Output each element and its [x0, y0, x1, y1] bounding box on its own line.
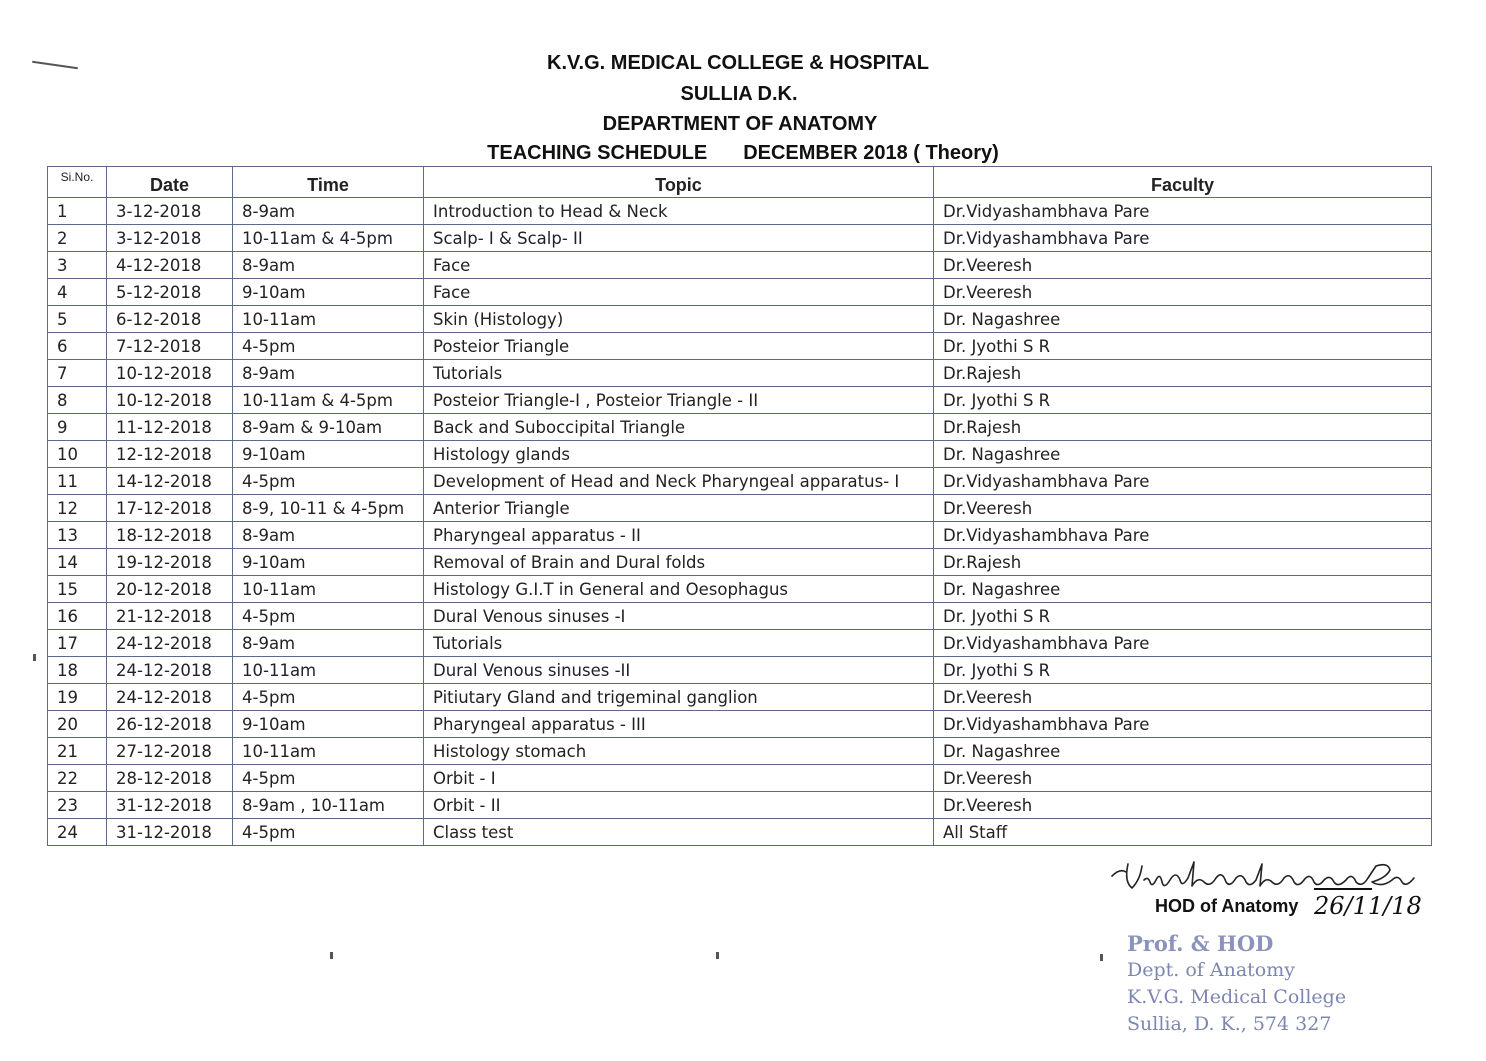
cell-faculty: Dr. Jyothi S R [934, 333, 1432, 360]
cell-date: 14-12-2018 [107, 468, 233, 495]
scan-speck [1100, 954, 1103, 961]
cell-sl: 6 [48, 333, 107, 360]
table-row [48, 198, 1432, 225]
table-row [48, 549, 1432, 576]
cell-date: 6-12-2018 [107, 306, 233, 333]
cell-time: 4-5pm [233, 765, 424, 792]
scan-speck [330, 952, 333, 959]
cell-sl: 4 [48, 279, 107, 306]
schedule-table [47, 166, 1432, 846]
cell-time: 8-9am [233, 522, 424, 549]
cell-topic: Pharyngeal apparatus - III [424, 711, 934, 738]
cell-date: 10-12-2018 [107, 387, 233, 414]
cell-topic: Face [424, 279, 934, 306]
cell-date: 5-12-2018 [107, 279, 233, 306]
table-row [48, 468, 1432, 495]
table-row [48, 333, 1432, 360]
cell-sl: 19 [48, 684, 107, 711]
cell-date: 19-12-2018 [107, 549, 233, 576]
cell-time: 4-5pm [233, 684, 424, 711]
table-row [48, 738, 1432, 765]
cell-topic: Introduction to Head & Neck [424, 198, 934, 225]
cell-time: 10-11am [233, 738, 424, 765]
cell-date: 27-12-2018 [107, 738, 233, 765]
schedule-title [0, 142, 1486, 165]
cell-date: 10-12-2018 [107, 360, 233, 387]
cell-faculty: Dr.Rajesh [934, 414, 1432, 441]
cell-date: 24-12-2018 [107, 657, 233, 684]
cell-faculty: Dr.Veeresh [934, 792, 1432, 819]
cell-sl: 5 [48, 306, 107, 333]
table-header-row [48, 167, 1432, 198]
cell-date: 21-12-2018 [107, 603, 233, 630]
cell-date: 7-12-2018 [107, 333, 233, 360]
table-row [48, 576, 1432, 603]
column-header-time: Time [233, 167, 424, 198]
cell-topic: Back and Suboccipital Triangle [424, 414, 934, 441]
cell-time: 10-11am [233, 306, 424, 333]
cell-sl: 23 [48, 792, 107, 819]
cell-faculty: Dr.Vidyashambhava Pare [934, 198, 1432, 225]
cell-sl: 3 [48, 252, 107, 279]
hod-label: HOD of Anatomy [1155, 896, 1299, 916]
cell-sl: 24 [48, 819, 107, 846]
stamp-line-1: Dept. of Anatomy [1127, 959, 1295, 981]
cell-date: 20-12-2018 [107, 576, 233, 603]
cell-time: 8-9am & 9-10am [233, 414, 424, 441]
stamp-title: Prof. & HOD [1127, 931, 1274, 956]
cell-topic: Scalp- I & Scalp- II [424, 225, 934, 252]
scan-speck [716, 952, 719, 959]
cell-sl: 13 [48, 522, 107, 549]
cell-faculty: Dr.Veeresh [934, 495, 1432, 522]
cell-topic: Development of Head and Neck Pharyngeal apparatus- I [424, 468, 934, 495]
table-row [48, 711, 1432, 738]
table-row [48, 765, 1432, 792]
cell-topic: Class test [424, 819, 934, 846]
cell-faculty: Dr.Rajesh [934, 549, 1432, 576]
cell-topic: Removal of Brain and Dural folds [424, 549, 934, 576]
table-row [48, 603, 1432, 630]
cell-sl: 1 [48, 198, 107, 225]
cell-sl: 10 [48, 441, 107, 468]
signed-date-text: 26/11/18 [1314, 892, 1422, 920]
cell-topic: Pharyngeal apparatus - II [424, 522, 934, 549]
cell-topic: Tutorials [424, 360, 934, 387]
cell-date: 12-12-2018 [107, 441, 233, 468]
cell-date: 31-12-2018 [107, 819, 233, 846]
cell-time: 8-9am [233, 630, 424, 657]
cell-time: 8-9, 10-11 & 4-5pm [233, 495, 424, 522]
cell-topic: Face [424, 252, 934, 279]
scan-speck [33, 654, 36, 661]
cell-time: 4-5pm [233, 468, 424, 495]
cell-time: 10-11am [233, 657, 424, 684]
cell-topic: Dural Venous sinuses -I [424, 603, 934, 630]
cell-time: 4-5pm [233, 333, 424, 360]
cell-topic: Skin (Histology) [424, 306, 934, 333]
cell-faculty: Dr.Veeresh [934, 684, 1432, 711]
cell-sl: 18 [48, 657, 107, 684]
cell-topic: Pitiutary Gland and trigeminal ganglion [424, 684, 934, 711]
cell-time: 10-11am & 4-5pm [233, 225, 424, 252]
cell-faculty: Dr.Vidyashambhava Pare [934, 522, 1432, 549]
department-title: DEPARTMENT OF ANATOMY [602, 113, 878, 135]
cell-sl: 20 [48, 711, 107, 738]
cell-sl: 15 [48, 576, 107, 603]
cell-time: 10-11am & 4-5pm [233, 387, 424, 414]
table-row [48, 414, 1432, 441]
cell-sl: 22 [48, 765, 107, 792]
cell-date: 18-12-2018 [107, 522, 233, 549]
cell-sl: 14 [48, 549, 107, 576]
cell-faculty: Dr.Vidyashambhava Pare [934, 225, 1432, 252]
cell-topic: Orbit - II [424, 792, 934, 819]
table-row [48, 522, 1432, 549]
cell-faculty: Dr. Nagashree [934, 306, 1432, 333]
cell-faculty: Dr. Jyothi S R [934, 387, 1432, 414]
cell-faculty: Dr. Jyothi S R [934, 603, 1432, 630]
column-header-topic: Topic [424, 167, 934, 198]
column-header-faculty: Faculty [934, 167, 1432, 198]
cell-sl: 11 [48, 468, 107, 495]
cell-faculty: Dr. Jyothi S R [934, 657, 1432, 684]
cell-faculty: All Staff [934, 819, 1432, 846]
institution-title: K.V.G. MEDICAL COLLEGE & HOSPITAL [547, 52, 929, 74]
table-row [48, 279, 1432, 306]
cell-faculty: Dr. Nagashree [934, 576, 1432, 603]
cell-faculty: Dr.Rajesh [934, 360, 1432, 387]
cell-time: 9-10am [233, 549, 424, 576]
cell-sl: 17 [48, 630, 107, 657]
cell-faculty: Dr.Vidyashambhava Pare [934, 630, 1432, 657]
table-row [48, 387, 1432, 414]
cell-time: 8-9am , 10-11am [233, 792, 424, 819]
cell-faculty: Dr.Veeresh [934, 279, 1432, 306]
cell-topic: Dural Venous sinuses -II [424, 657, 934, 684]
cell-date: 31-12-2018 [107, 792, 233, 819]
cell-faculty: Dr. Nagashree [934, 441, 1432, 468]
cell-time: 8-9am [233, 360, 424, 387]
cell-time: 9-10am [233, 279, 424, 306]
schedule-body [48, 198, 1432, 846]
cell-date: 11-12-2018 [107, 414, 233, 441]
cell-faculty: Dr.Vidyashambhava Pare [934, 711, 1432, 738]
stamp-line-3: Sullia, D. K., 574 327 [1127, 1013, 1332, 1035]
cell-topic: Posteior Triangle-I , Posteior Triangle - II [424, 387, 934, 414]
cell-faculty: Dr.Veeresh [934, 252, 1432, 279]
cell-topic: Posteior Triangle [424, 333, 934, 360]
cell-date: 24-12-2018 [107, 630, 233, 657]
cell-time: 4-5pm [233, 819, 424, 846]
cell-time: 9-10am [233, 441, 424, 468]
cell-topic: Histology glands [424, 441, 934, 468]
table-row [48, 225, 1432, 252]
cell-time: 8-9am [233, 198, 424, 225]
cell-date: 24-12-2018 [107, 684, 233, 711]
cell-sl: 9 [48, 414, 107, 441]
cell-date: 17-12-2018 [107, 495, 233, 522]
table-row [48, 495, 1432, 522]
signed-date [1314, 892, 1422, 920]
cell-sl: 16 [48, 603, 107, 630]
cell-sl: 2 [48, 225, 107, 252]
cell-faculty: Dr.Vidyashambhava Pare [934, 468, 1432, 495]
cell-date: 3-12-2018 [107, 225, 233, 252]
cell-topic: Orbit - I [424, 765, 934, 792]
stamp-line-2: K.V.G. Medical College [1127, 986, 1347, 1008]
cell-sl: 21 [48, 738, 107, 765]
column-header-serial: Si.No. [48, 167, 107, 198]
column-header-date: Date [107, 167, 233, 198]
cell-sl: 7 [48, 360, 107, 387]
table-row [48, 252, 1432, 279]
cell-time: 8-9am [233, 252, 424, 279]
table-row [48, 306, 1432, 333]
table-row [48, 360, 1432, 387]
cell-time: 9-10am [233, 711, 424, 738]
cell-date: 28-12-2018 [107, 765, 233, 792]
schedule-period: DECEMBER 2018 ( Theory) [743, 142, 999, 164]
cell-faculty: Dr.Veeresh [934, 765, 1432, 792]
table-row [48, 819, 1432, 846]
cell-date: 3-12-2018 [107, 198, 233, 225]
cell-time: 4-5pm [233, 603, 424, 630]
location-title: SULLIA D.K. [680, 83, 798, 105]
schedule-label: TEACHING SCHEDULE [487, 142, 708, 164]
cell-time: 10-11am [233, 576, 424, 603]
cell-sl: 8 [48, 387, 107, 414]
cell-date: 4-12-2018 [107, 252, 233, 279]
table-row [48, 441, 1432, 468]
cell-sl: 12 [48, 495, 107, 522]
table-row [48, 657, 1432, 684]
department-stamp [1127, 930, 1346, 1038]
cell-faculty: Dr. Nagashree [934, 738, 1432, 765]
cell-topic: Histology stomach [424, 738, 934, 765]
table-row [48, 792, 1432, 819]
table-row [48, 684, 1432, 711]
table-row [48, 630, 1432, 657]
cell-topic: Anterior Triangle [424, 495, 934, 522]
cell-date: 26-12-2018 [107, 711, 233, 738]
cell-topic: Histology G.I.T in General and Oesophagus [424, 576, 934, 603]
cell-topic: Tutorials [424, 630, 934, 657]
